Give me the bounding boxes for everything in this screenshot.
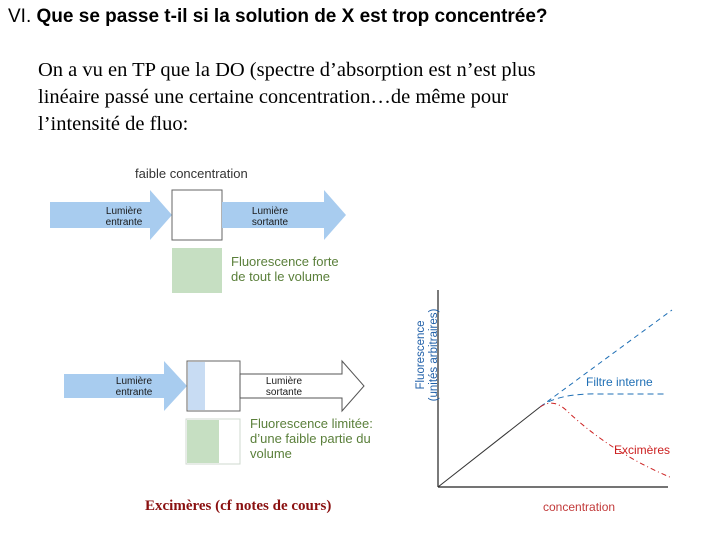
excimer-note: Excimères (cf notes de cours): [145, 498, 332, 514]
label-line: sortante: [265, 387, 303, 398]
bottom-fluorescence-label: [250, 416, 373, 461]
ideal-linear-dashed-line: [540, 310, 672, 407]
ylabel-line-1: Fluorescence: [415, 320, 427, 390]
label-line: Lumière: [115, 376, 153, 387]
intro-line-1: On a vu en TP que la DO (spectre d’absorption est n’est plus: [38, 59, 536, 81]
top-outgoing-light-label: [244, 206, 296, 228]
top-cuvette: [172, 190, 222, 240]
label-line: Lumière: [251, 206, 289, 217]
title-question: Que se passe t-il si la solution de X est trop concentrée?: [36, 6, 548, 27]
label-line: d’une faible partie du: [250, 431, 371, 446]
label-line: Lumière: [265, 376, 303, 387]
inner-filter-legend: Filtre interne: [586, 375, 653, 389]
bottom-outgoing-light-label: [258, 376, 310, 398]
label-line: de tout le volume: [231, 269, 331, 284]
label-line: entrante: [105, 217, 143, 228]
label-line: volume: [250, 446, 292, 461]
inner-filter-curve: [540, 394, 666, 407]
top-incoming-light-label: [100, 206, 148, 228]
title-prefix: VI.: [8, 6, 37, 27]
bottom-incoming-light-label: [110, 376, 158, 398]
linear-trend-line: [438, 407, 540, 487]
low-concentration-caption: faible concentration: [135, 166, 248, 181]
ylabel-line-2: (unités arbitraires): [428, 308, 440, 402]
bottom-fluorescence-part: [187, 420, 219, 463]
excimer-legend: Excimères: [614, 443, 671, 457]
excimer-curve: [540, 403, 672, 478]
label-line: Fluorescence forte: [231, 254, 339, 269]
top-fluorescence-block: [172, 248, 222, 293]
graph-x-axis-label: concentration: [543, 500, 616, 514]
label-line: entrante: [115, 387, 153, 398]
intro-line-2: linéaire passé une certaine concentration…de même pour: [38, 86, 509, 108]
bottom-cuvette-lit-part: [188, 362, 205, 410]
label-line: Lumière: [105, 206, 143, 217]
intro-line-3: l’intensité de fluo:: [38, 113, 189, 135]
label-line: Fluorescence limitée:: [250, 416, 373, 431]
label-line: sortante: [251, 217, 289, 228]
top-fluorescence-label: [231, 254, 339, 284]
graph-y-axis-label: [415, 285, 441, 425]
